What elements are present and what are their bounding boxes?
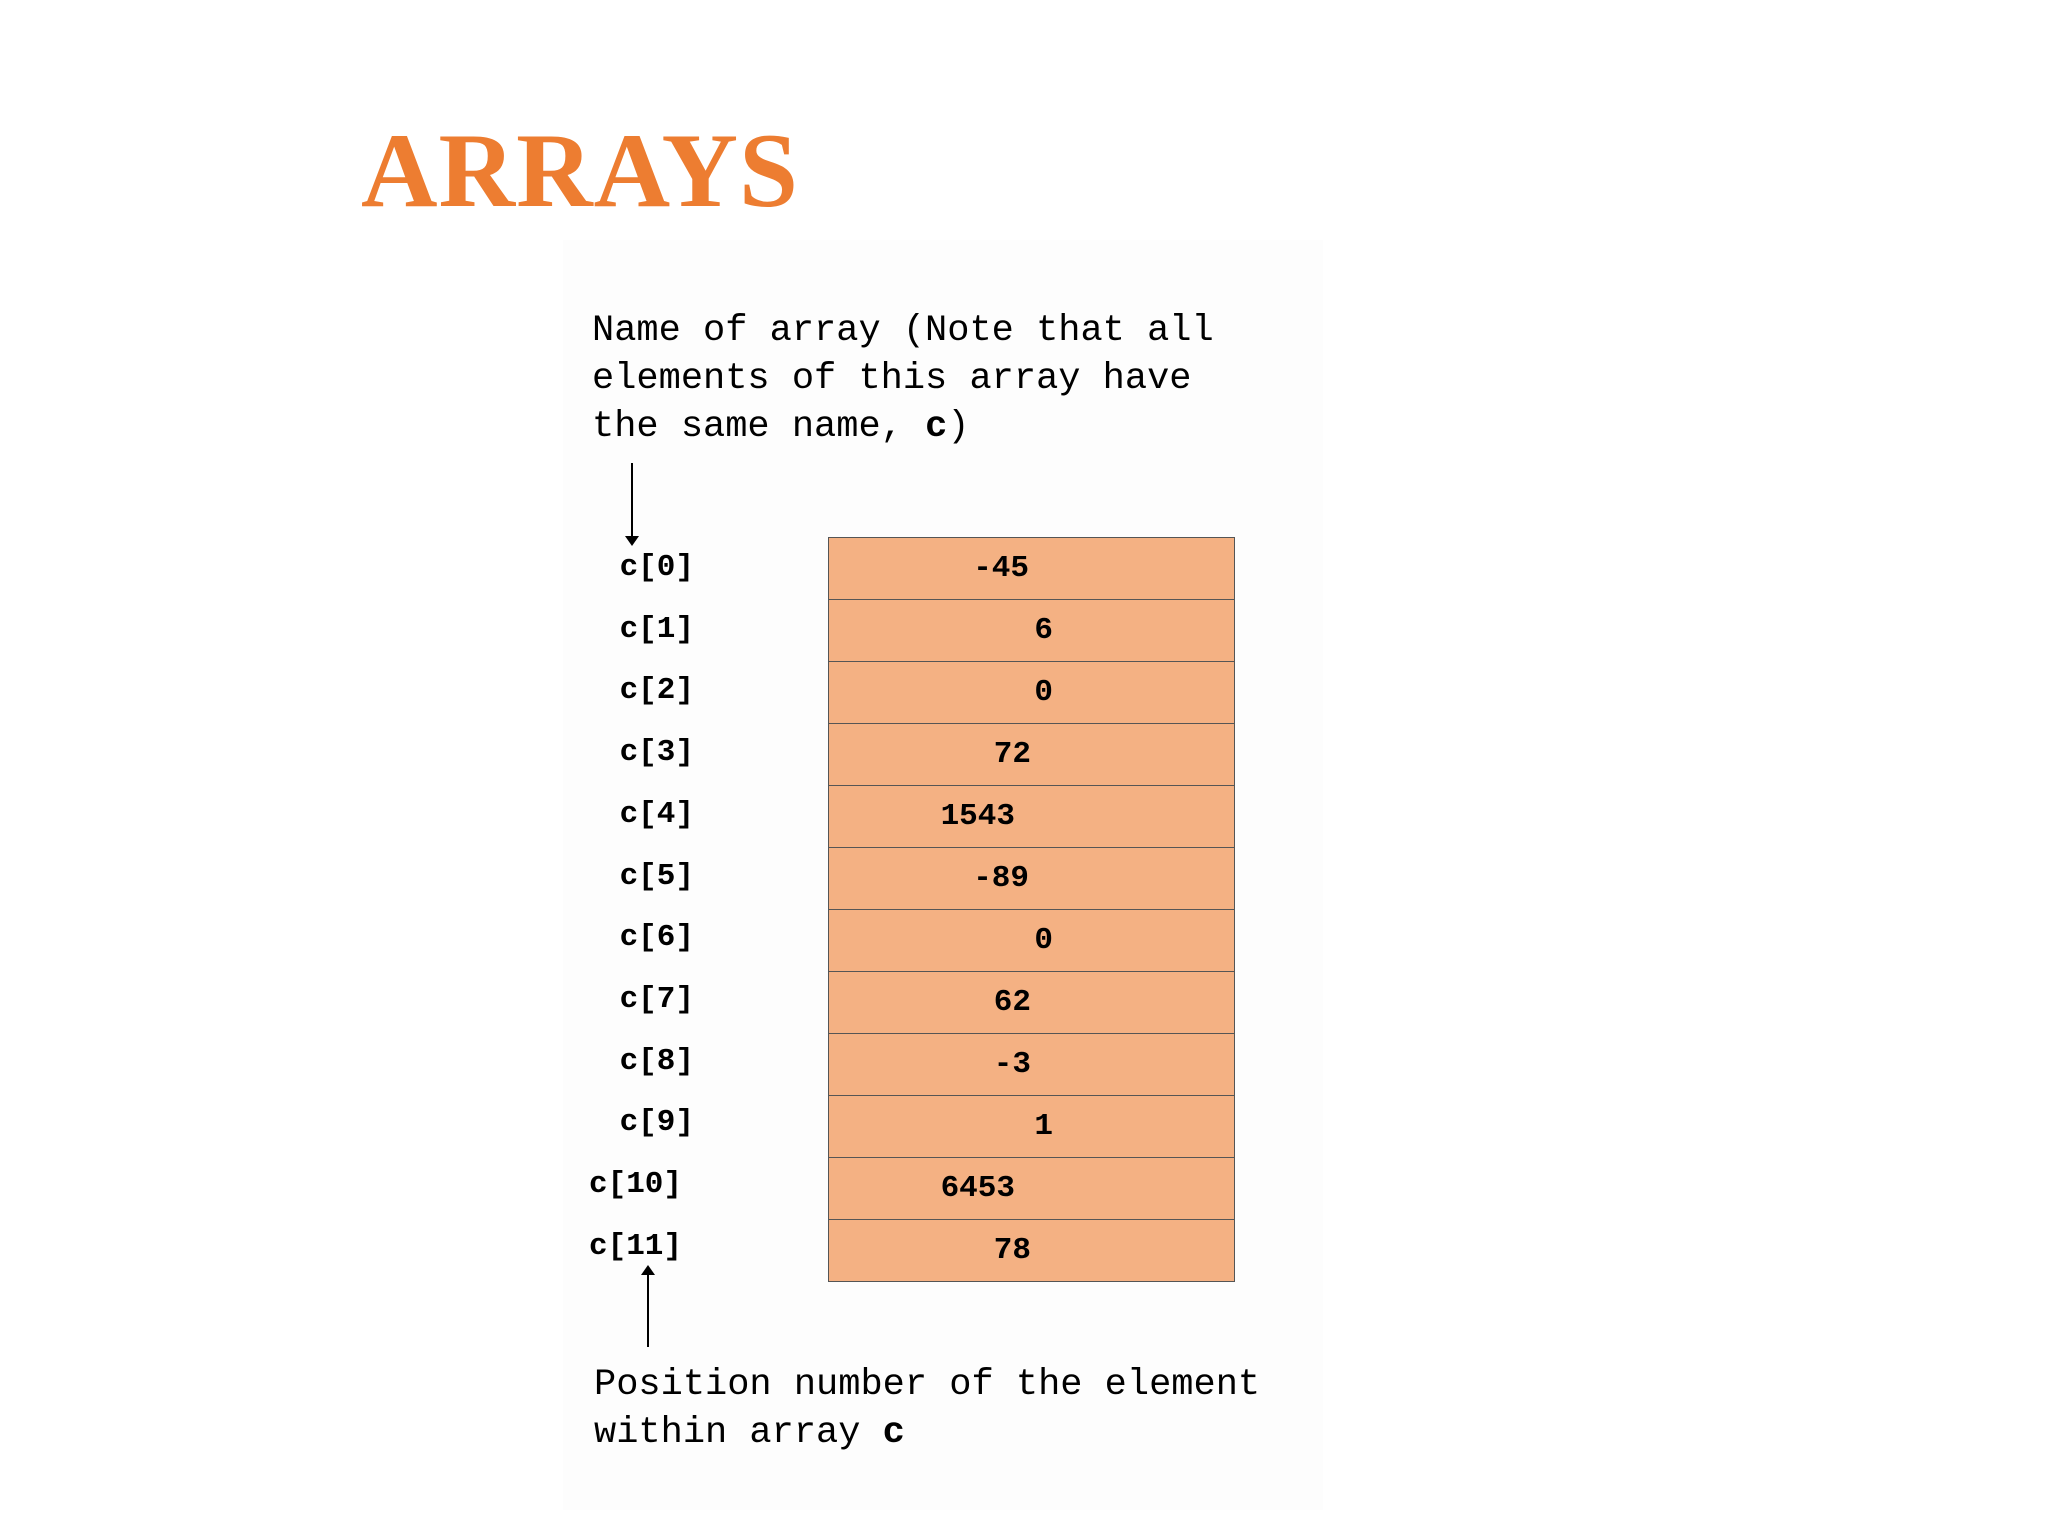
array-cell bbox=[829, 1220, 1234, 1282]
cell-value: 62 bbox=[993, 985, 1031, 1020]
cell-value: 1 bbox=[1034, 1109, 1053, 1144]
index-label: c[4] bbox=[619, 796, 694, 832]
array-cell bbox=[829, 538, 1234, 600]
array-cell bbox=[829, 1158, 1234, 1220]
array-cell bbox=[829, 786, 1234, 848]
array-cell bbox=[829, 600, 1234, 662]
index-label: c[10] bbox=[588, 1167, 682, 1202]
array-name-bold: c bbox=[925, 406, 948, 448]
cell-value: 0 bbox=[1034, 923, 1053, 958]
array-name-note-close: ) bbox=[947, 406, 970, 448]
cell-value: 6 bbox=[1034, 613, 1053, 648]
cell-value: 78 bbox=[993, 1233, 1031, 1268]
cell-value: -89 bbox=[973, 861, 1029, 896]
array-name-note bbox=[592, 307, 1214, 451]
index-label: c[9] bbox=[619, 1105, 694, 1141]
index-label: c[3] bbox=[619, 735, 694, 771]
array-cell bbox=[829, 662, 1234, 724]
cell-value: 6453 bbox=[940, 1171, 1015, 1206]
index-label: c[0] bbox=[619, 550, 694, 585]
position-arrow-shaft bbox=[647, 1273, 649, 1347]
array-name-note-line-3: the same name, bbox=[592, 406, 926, 448]
position-note-line-2: within array bbox=[594, 1412, 883, 1454]
cell-value: -3 bbox=[993, 1047, 1031, 1082]
cell-value: 0 bbox=[1034, 675, 1053, 710]
index-label: c[7] bbox=[619, 981, 694, 1017]
cell-value: 1543 bbox=[940, 799, 1015, 834]
array-cells bbox=[828, 537, 1235, 1282]
index-label: c[2] bbox=[619, 673, 694, 709]
cell-value: 72 bbox=[993, 737, 1031, 772]
array-name-note-line-1: Name of array (Note that all bbox=[592, 310, 1214, 352]
name-arrow-shaft bbox=[631, 463, 633, 540]
array-cell bbox=[829, 910, 1234, 972]
position-note-bold: c bbox=[882, 1412, 905, 1454]
array-name-note-line-2: elements of this array have bbox=[592, 358, 1192, 400]
position-note bbox=[594, 1361, 1260, 1457]
index-label: c[5] bbox=[619, 858, 694, 894]
index-label: c[1] bbox=[619, 611, 694, 647]
index-label: c[11] bbox=[588, 1228, 682, 1264]
index-label: c[8] bbox=[619, 1043, 694, 1079]
array-cell bbox=[829, 724, 1234, 786]
array-cell bbox=[829, 1096, 1234, 1158]
array-cell bbox=[829, 972, 1234, 1034]
page-title: ARRAYS bbox=[361, 112, 799, 229]
index-label: c[6] bbox=[619, 920, 694, 956]
cell-value: -45 bbox=[973, 551, 1029, 586]
position-note-line-1: Position number of the element bbox=[594, 1364, 1261, 1406]
array-cell bbox=[829, 848, 1234, 910]
array-cell bbox=[829, 1034, 1234, 1096]
